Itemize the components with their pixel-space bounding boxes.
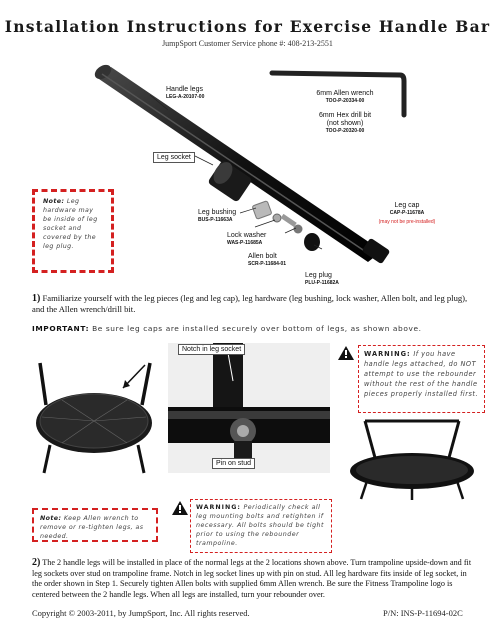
note-text: Leg hardware may be inside of leg socket and covered by the leg plug. [43,198,98,250]
note-label: Note: [43,198,65,205]
lock-washer-name: Lock washer [227,232,267,239]
allen-wrench-code: TOO-P-20334-00 [325,98,365,104]
leg-bushing-part [252,201,272,220]
label-leg-cap [372,202,442,225]
hex-drill-bit-code: TOO-P-20320-00 [325,128,365,134]
note-2-label: Note: [40,515,62,522]
leg-cap-name: Leg cap [394,202,420,209]
step-2-number: 2) [32,557,41,568]
important-text: Be sure leg caps are installed securely over bottom of legs, as shown above. [92,324,422,333]
handle-legs-code: LEG-A-20107-00 [166,94,205,100]
warning-icon [171,500,189,516]
footer-copyright: Copyright © 2003-2011, by JumpSport, Inc. All rights reserved. [32,608,250,618]
label-hex-drill-bit [305,112,385,135]
note-2-text: Keep Allen wrench to remove or re-tighten legs, as needed. [40,515,144,540]
leg-plug-code: PLU-P-11682A [305,280,339,286]
warning-icon [337,345,355,361]
label-leg-plug [305,272,339,287]
leg-plug-name: Leg plug [305,272,332,279]
label-notch-in-leg-socket: Notch in leg socket [178,344,245,355]
arrow-icon [115,360,155,400]
leg-plug-part [304,233,320,251]
label-pin-on-stud: Pin on stud [212,458,255,469]
photo-trampoline-with-handle [337,415,487,500]
hex-drill-bit-sub: (not shown) [326,120,364,127]
page-title: Installation Instructions for Exercise Handle Bar [4,17,491,36]
leg-bushing-code: BUS-P-11663A [198,217,233,223]
customer-service-phone: JumpSport Customer Service phone #: 408-213-2551 [162,39,333,48]
warning-text: If you have handle legs attached, do NOT attempt to use the rebounder without the rest of the handle pieces properly installed first. [364,350,479,398]
leg-bushing-name: Leg bushing [198,209,237,216]
step-1-number: 1) [32,293,41,304]
label-handle-legs [166,86,204,101]
warning-2-label: WARNING: [196,504,241,511]
note-allen-wrench [32,508,158,542]
step-1 [32,293,477,315]
label-allen-bolt [248,253,286,268]
label-allen-wrench [305,90,385,105]
note-leg-hardware [32,189,114,273]
important-notice [32,324,477,333]
handle-legs-name: Handle legs [166,86,203,93]
lock-washer-code: WAS-P-11685A [227,240,263,246]
hex-drill-bit-name: 6mm Hex drill bit [318,112,372,119]
photo-socket-closeup [168,343,330,473]
warning-label: WARNING: [364,350,411,358]
lock-washer-part [273,214,281,222]
step-1-text: Familiarize yourself with the leg pieces (leg and leg cap), leg hardware (leg bushing, lock washer, Allen bolt, and leg plug), and the Allen wrench/drill bit. [32,293,468,314]
step-2 [32,558,477,600]
warning-2-text: Periodically check all leg mounting bolts and retighten if necessary. All bolts should be tight prior to using the rebounder trampoline. [196,504,325,547]
leg-cap-note: (may not be pre-installed) [378,219,436,225]
allen-wrench-name: 6mm Allen wrench [316,90,374,97]
label-leg-bushing [198,209,236,224]
label-leg-socket: Leg socket [153,152,195,163]
warning-check-bolts [190,499,332,553]
important-label: IMPORTANT: [32,324,90,333]
leg-cap-code: CAP-P-11678A [389,210,425,216]
step-2-text: The 2 handle legs will be installed in place of the normal legs at the 2 locations shown above. Turn trampoline upside-down and fit leg sockets over stud on trampoline frame. Notch in leg socket lines up with pin on stud. All leg hardware fits inside of leg socket, in the order shown in Step 1. Securely tighten Allen bolts with supplied 6mm Allen wrench. Be sure the Fitness Trampoline logo is centered between the 2 handle legs. When all legs are installed, turn your rebounder over. [32,558,472,599]
label-lock-washer [227,232,266,247]
warning-handle-legs [358,345,485,413]
allen-bolt-name: Allen bolt [248,253,277,260]
allen-bolt-code: SCR-P-11684-01 [248,261,287,267]
footer-part-number: P/N: INS-P-11694-02C [383,608,463,618]
allen-bolt-part [281,214,297,227]
